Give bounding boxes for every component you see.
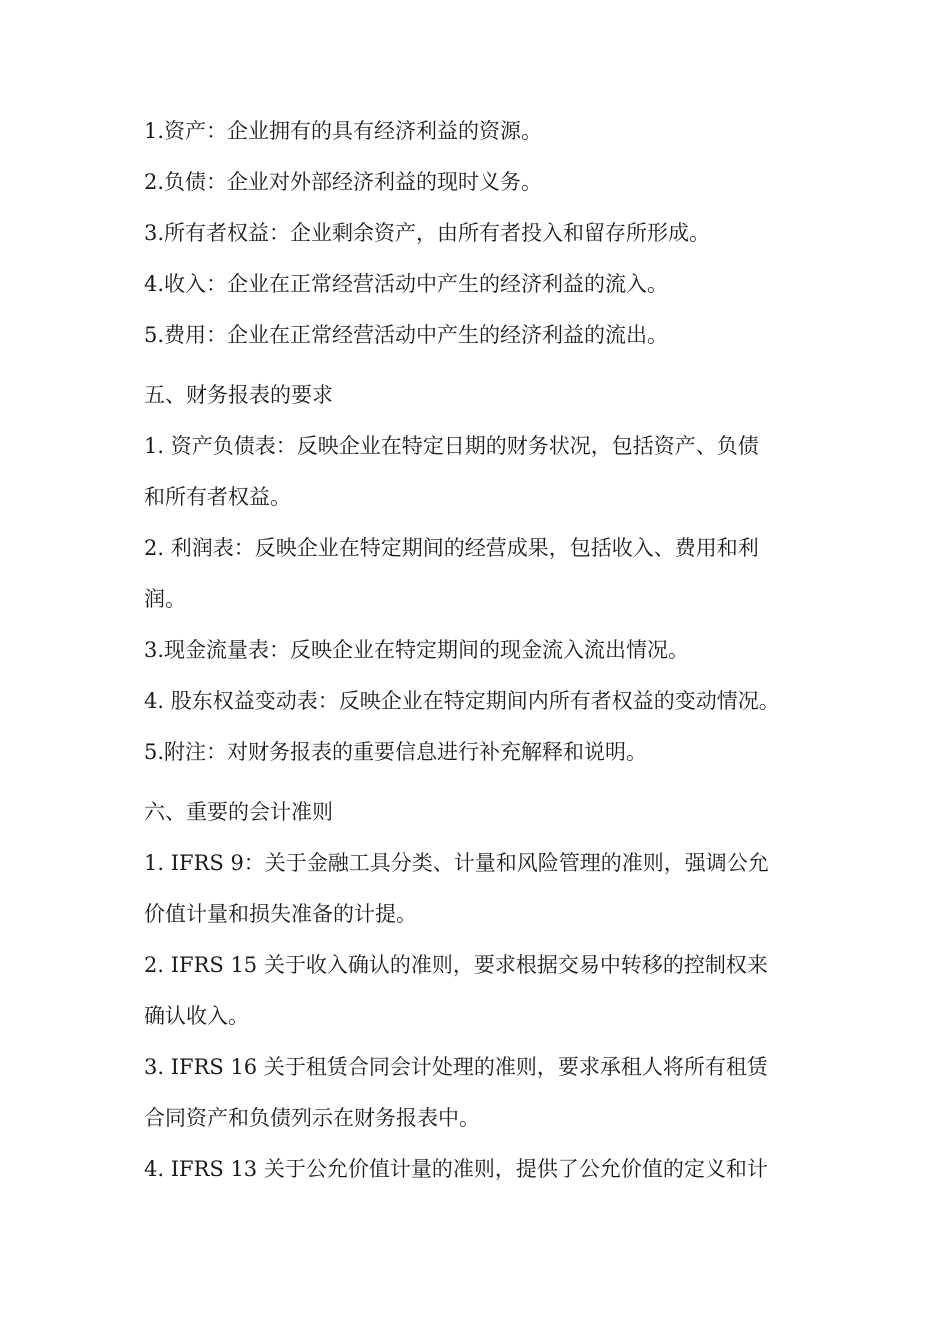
element-item-liabilities: 2.负债：企业对外部经济利益的现时义务。 <box>144 170 543 194</box>
element-item-assets: 1.资产：企业拥有的具有经济利益的资源。 <box>144 119 543 143</box>
standard-item-ifrs15: 2. IFRS 15 关于收入确认的准则，要求根据交易中转移的控制权来 <box>144 953 768 977</box>
statement-item-balance-sheet: 1. 资产负债表：反映企业在特定日期的财务状况，包括资产、负债 <box>144 434 759 458</box>
section-heading-accounting-standards: 六、重要的会计准则 <box>144 800 333 824</box>
statement-item-income-statement: 2. 利润表：反映企业在特定期间的经营成果，包括收入、费用和利 <box>144 536 759 560</box>
standard-item-ifrs13: 4. IFRS 13 关于公允价值计量的准则，提供了公允价值的定义和计 <box>144 1157 768 1181</box>
standard-item-ifrs9-cont: 价值计量和损失准备的计提。 <box>144 902 417 926</box>
statement-item-equity-changes: 4. 股东权益变动表：反映企业在特定期间内所有者权益的变动情况。 <box>144 689 780 713</box>
statement-item-income-statement-cont: 润。 <box>144 587 186 611</box>
statement-item-notes: 5.附注：对财务报表的重要信息进行补充解释和说明。 <box>144 740 648 764</box>
element-item-expenses: 5.费用：企业在正常经营活动中产生的经济利益的流出。 <box>144 323 669 347</box>
standard-item-ifrs16: 3. IFRS 16 关于租赁合同会计处理的准则，要求承租人将所有租赁 <box>144 1055 768 1079</box>
statement-item-balance-sheet-cont: 和所有者权益。 <box>144 485 291 509</box>
standard-item-ifrs16-cont: 合同资产和负债列示在财务报表中。 <box>144 1106 480 1130</box>
section-heading-financial-statements: 五、财务报表的要求 <box>144 383 333 407</box>
standard-item-ifrs9: 1. IFRS 9：关于金融工具分类、计量和风险管理的准则，强调公允 <box>144 851 769 875</box>
statement-item-cash-flow: 3.现金流量表：反映企业在特定期间的现金流入流出情况。 <box>144 638 690 662</box>
element-item-equity: 3.所有者权益：企业剩余资产，由所有者投入和留存所形成。 <box>144 221 711 245</box>
element-item-revenue: 4.收入：企业在正常经营活动中产生的经济利益的流入。 <box>144 272 669 296</box>
document-body <box>144 112 844 1201</box>
standard-item-ifrs15-cont: 确认收入。 <box>144 1004 249 1028</box>
